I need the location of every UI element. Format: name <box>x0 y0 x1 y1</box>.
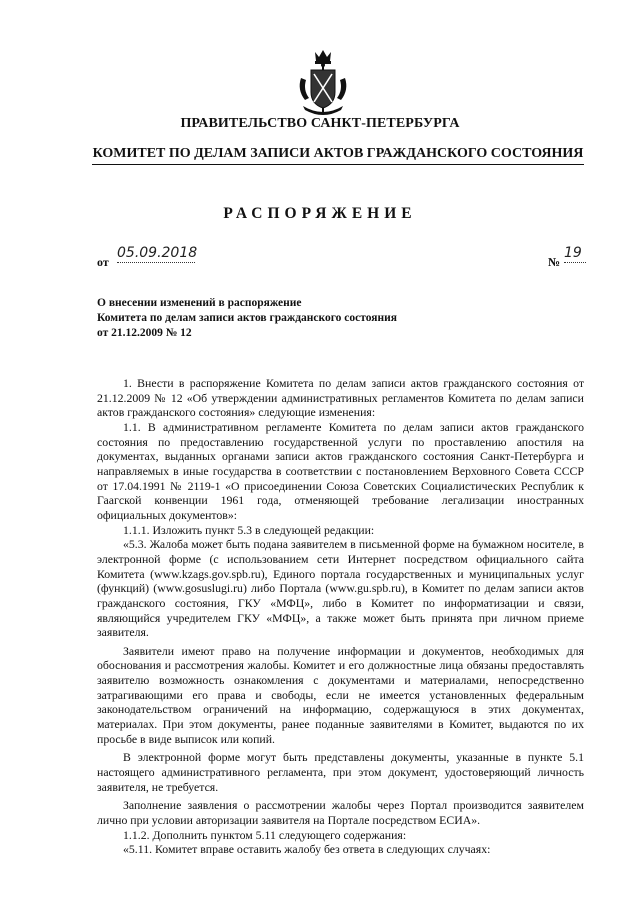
paragraph: «5.11. Комитет вправе оставить жалобу без ответа в следующих случаях: <box>123 842 491 857</box>
paragraph: Заполнение заявления о рассмотрении жалобы через Портал производится заявителем лично при условии авторизации заявителя на Портале посредством ЕСИА». <box>97 798 584 828</box>
paragraph: 1. Внести в распоряжение Комитета по делам записи актов гражданского состояния от 21.12.2009 № 12 «Об утверждении административных регламентов Комитета по делам записи актов гражданского состояния» следующие изменения: <box>97 376 584 420</box>
subject-line: от 21.12.2009 № 12 <box>97 327 192 339</box>
number-label: № <box>548 255 561 269</box>
subject-block <box>97 296 397 341</box>
paragraph: 1.1. В административном регламенте Комитета по делам записи актов гражданского состояния по предоставлению государственной услуги по проставлению апостиля на документах, выданных органами записи актов гражданского состояния Санкт-Петербурга и направляемых в иные государства в соответствии с постановлением Верховного Совета СССР от 17.04.1991 № 2119-1 «О присоединении Союза Советских Социалистических Республик к Гаагской конвенции 1961 года, отменяющей требование легализации иностранных официальных документов»: <box>97 419 584 522</box>
committee-title: КОМИТЕТ ПО ДЕЛАМ ЗАПИСИ АКТОВ ГРАЖДАНСКОГО СОСТОЯНИЯ <box>92 146 584 165</box>
subject-line: Комитета по делам записи актов гражданского состояния <box>97 312 397 324</box>
document-type: РАСПОРЯЖЕНИЕ <box>223 205 417 222</box>
document-body <box>97 376 584 857</box>
paragraph: 1.1.1. Изложить пункт 5.3 в следующей редакции: <box>123 522 375 537</box>
paragraph: В электронной форме могут быть представлены документы, указанные в пункте 5.1 настоящего административного регламента, при этом документ, удостоверяющий личность заявителя, не требуется. <box>97 750 584 794</box>
government-title: ПРАВИТЕЛЬСТВО САНКТ-ПЕТЕРБУРГА <box>180 116 460 131</box>
paragraph: 1.1.2. Дополнить пунктом 5.11 следующего содержания: <box>123 827 407 842</box>
coat-of-arms-emblem <box>293 48 353 118</box>
date-value: 05.09.2018 <box>117 245 198 261</box>
date-label: от <box>97 255 109 269</box>
paragraph: «5.3. Жалоба может быть подана заявителем в письменной форме на бумажном носителе, в электронной форме (с использованием сети Интернет посредством официального сайта Комитета (www.kzags.gov.spb.ru), Единого портала государственных и муниципальных услуг (функций) (www.gosuslugi.ru) либо Портала (www.gu.spb.ru), в Комитет по делам записи актов гражданского состояния, ГКУ «МФЦ», либо в Комитет по информатизации и связи, являющийся учредителем ГКУ «МФЦ», а также может быть принята при личном приеме заявителя. <box>97 537 584 640</box>
number-value: 19 <box>564 244 586 263</box>
paragraph: Заявители имеют право на получение информации и документов, необходимых для обоснования и рассмотрения жалобы. Комитет и его должностные лица обязаны предоставлять заявителю возможность ознакомления с документами и материалами, непосредственно затрагивающими его права и свободы, если не имеется установленных федеральным законодательством ограничений на информацию, содержащуюся в этих документах, материалах. При этом документы, ранее поданные заявителями в Комитет, выдаются по их просьбе в виде выписок или копий. <box>97 643 584 746</box>
subject-line: О внесении изменений в распоряжение <box>97 297 302 309</box>
